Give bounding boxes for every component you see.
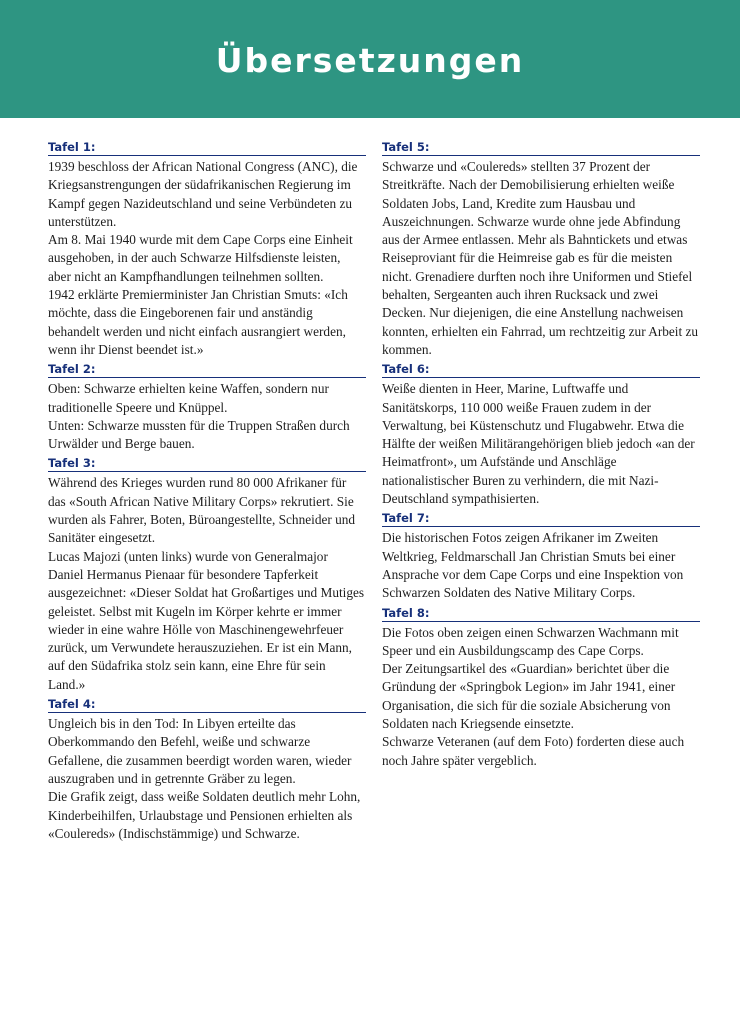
section-tafel-3 (48, 456, 366, 694)
section-heading: Tafel 6: (382, 362, 700, 378)
section-paragraph: Die historischen Fotos zeigen Afrikaner im Zweiten Weltkrieg, Feldmarschall Jan Christian Smuts bei einer Ansprache vor dem Cape Corps und eine Inspektion von Schwarzen Soldaten des Native Military Corps. (382, 530, 684, 601)
section-paragraph: Unten: Schwarze mussten für die Truppen Straßen durch Urwälder und Berge bauen. (48, 417, 350, 452)
section-paragraph: Die Grafik zeigt, dass weiße Soldaten deutlich mehr Lohn, Kinderbeihilfen, Urlaubstage und Pensionen erhielten als «Coulereds» (Indischstämmige) und Schwarze. (48, 789, 361, 841)
left-column (48, 140, 366, 846)
page-title: Übersetzungen (215, 40, 525, 80)
section-tafel-1 (48, 140, 366, 359)
section-tafel-5 (382, 140, 700, 359)
section-paragraph: Am 8. Mai 1940 wurde mit dem Cape Corps eine Einheit ausgehoben, in der auch Schwarze Hilfsdienste leisten, aber nicht an Kampfhandlungen teilnehmen sollten. (48, 232, 353, 284)
section-heading: Tafel 4: (48, 697, 366, 713)
section-heading: Tafel 5: (382, 140, 700, 156)
section-paragraph: Die Fotos oben zeigen einen Schwarzen Wachmann mit Speer und ein Ausbildungscamp des Cape Corps. (382, 624, 679, 658)
right-column (382, 140, 700, 773)
page-header (0, 0, 740, 118)
section-paragraph: 1939 beschloss der African National Congress (ANC), die Kriegsanstrengungen der südafrikanischen Regierung im Kampf gegen Nazideutschland und seine Verbündeten zu unterstützen. (48, 159, 358, 229)
section-tafel-8 (382, 606, 700, 770)
section-paragraph: Schwarze und «Coulereds» stellten 37 Prozent der Streitkräfte. Nach der Demobilisierung erhielten weiße Soldaten Jobs, Land, Kredite zum Hausbau und Auszeichnungen. Schwarze wurde ohne jede Abfindung aus der Armee entlassen. Mehr als Bahntickets und etwas Reiseproviant für die Heimreise gab es für die meisten nicht. Grenadiere durften noch ihre Uniformen und Stiefel behalten, Sergeanten auch ihren Rucksack und zwei Decken. Nur diejenigen, die eine Anstellung nachweisen konnten, erhielten ein Fahrrad, um rechtzeitig zur Arbeit zu kommen. (382, 159, 699, 357)
section-paragraph: Der Zeitungsartikel des «Guardian» berichtet über die Gründung der «Springbok Legion» im Jahr 1941, einer Organisation, die sich für die soziale Absicherung von Soldaten nach Kriegsende einsetzte. (382, 661, 676, 732)
section-heading: Tafel 2: (48, 362, 366, 378)
section-tafel-6 (382, 362, 700, 508)
section-tafel-7 (382, 511, 700, 602)
section-paragraph: Schwarze Veteranen (auf dem Foto) forderten diese auch noch Jahre später vergeblich. (382, 734, 685, 768)
section-heading: Tafel 7: (382, 511, 700, 527)
section-paragraph: Ungleich bis in den Tod: In Libyen erteilte das Oberkommando den Befehl, weiße und schwarze Gefallene, die zusammen beerdigt worden waren, wieder auszugraben und in getrennte Gräber zu legen. (48, 716, 352, 786)
section-paragraph: 1942 erklärte Premierminister Jan Christian Smuts: «Ich möchte, dass die Eingeborenen fair und anständig behandelt werden und nicht einfach ausrangiert werden, wenn ihr Dienst beendet ist.» (48, 287, 348, 357)
section-heading: Tafel 8: (382, 606, 700, 622)
section-paragraph: Lucas Majozi (unten links) wurde von Generalmajor Daniel Hermanus Pienaar für besondere Tapferkeit ausgezeichnet: «Dieser Soldat hat Großartiges und Mutiges geleistet. Selbst mit Kugeln im Körper kehrte er immer wieder in eine wahre Hölle von Maschinengewehrfeuer zurück, um Verwundete herauszuziehen. Er ist ein Mann, auf den Südafrika stolz sein kann, eine Ehre für sein Land.» (48, 548, 365, 692)
section-heading: Tafel 1: (48, 140, 366, 156)
section-paragraph: Während des Krieges wurden rund 80 000 Afrikaner für das «South African Native Military Corps» rekrutiert. Sie wurden als Fahrer, Boten, Büroangestellte, Schneider und Sanitäter eingesetzt. (48, 475, 356, 546)
section-tafel-4 (48, 697, 366, 843)
section-paragraph: Oben: Schwarze erhielten keine Waffen, sondern nur traditionelle Speere und Knüppel. (48, 381, 329, 415)
section-paragraph: Weiße dienten in Heer, Marine, Luftwaffe und Sanitätskorps, 110 000 weiße Frauen zudem in der Verwaltung, bei Küstenschutz und Flugabwehr. Etwa die Hälfte der weißen Militärangehörigen blieb jedoch «an der Heimatfront», um Aufstände und Anschläge nationalistischer Buren zu verhindern, die mit Nazi-Deutschland sympathisierten. (382, 381, 695, 507)
section-heading: Tafel 3: (48, 456, 366, 472)
section-tafel-2 (48, 362, 366, 453)
